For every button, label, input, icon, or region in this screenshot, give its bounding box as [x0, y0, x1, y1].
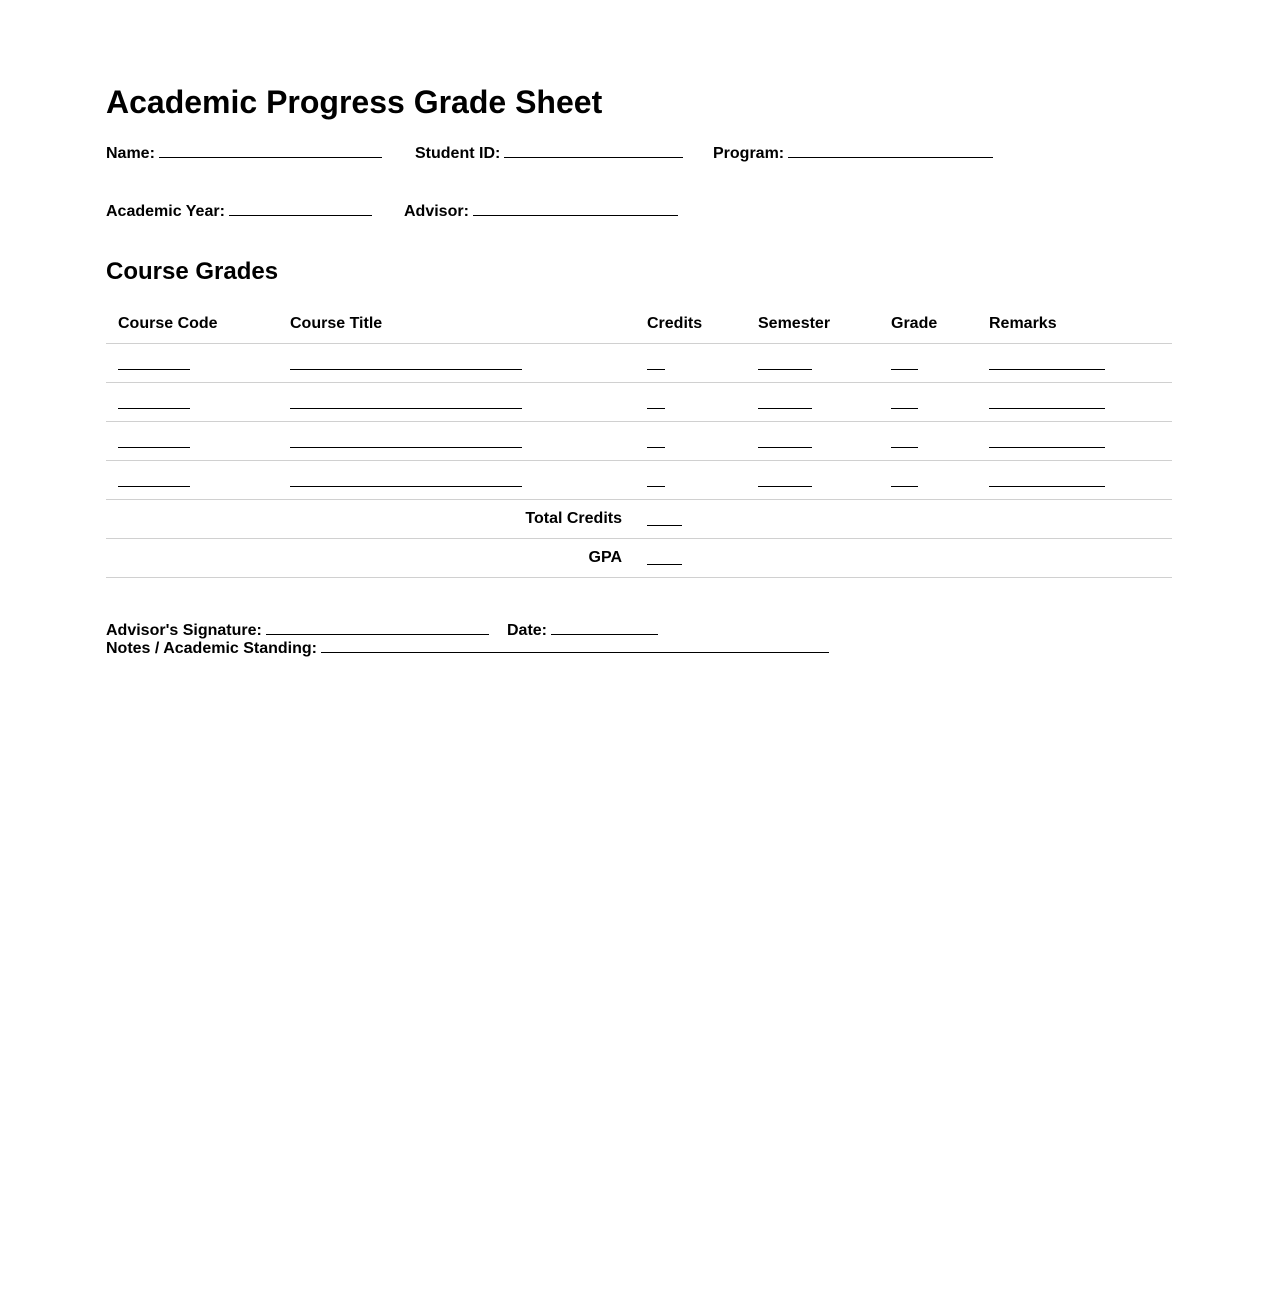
student-id-input[interactable]	[504, 142, 683, 158]
date-input[interactable]	[551, 619, 658, 635]
semester-input[interactable]	[758, 474, 812, 487]
course-code-input[interactable]	[118, 435, 190, 448]
advisor-signature-label: Advisor's Signature:	[106, 622, 262, 639]
header-semester: Semester	[746, 305, 879, 344]
notes-input[interactable]	[321, 637, 829, 653]
header-grade: Grade	[879, 305, 977, 344]
advisor-label: Advisor:	[404, 203, 469, 220]
program-label: Program:	[713, 145, 785, 162]
academic-year-field	[106, 200, 372, 221]
advisor-signature-input[interactable]	[266, 619, 489, 635]
course-code-input[interactable]	[118, 474, 190, 487]
page-title: Academic Progress Grade Sheet	[106, 84, 603, 120]
semester-input[interactable]	[758, 396, 812, 409]
gpa-input[interactable]	[647, 552, 682, 565]
table-row	[106, 422, 1172, 461]
gpa-row	[106, 539, 1172, 578]
course-title-input[interactable]	[290, 357, 522, 370]
course-title-input[interactable]	[290, 474, 522, 487]
student-id-label: Student ID:	[415, 145, 501, 162]
program-field	[713, 142, 993, 163]
remarks-input[interactable]	[989, 435, 1105, 448]
semester-input[interactable]	[758, 357, 812, 370]
grade-input[interactable]	[891, 474, 918, 487]
notes-label: Notes / Academic Standing:	[106, 640, 317, 657]
header-remarks: Remarks	[977, 305, 1172, 344]
date-label: Date:	[507, 622, 548, 639]
gpa-label: GPA	[106, 539, 635, 578]
remarks-input[interactable]	[989, 396, 1105, 409]
course-code-input[interactable]	[118, 396, 190, 409]
header-credits: Credits	[635, 305, 746, 344]
name-label: Name:	[106, 145, 155, 162]
student-id-field	[415, 142, 683, 163]
grade-input[interactable]	[891, 435, 918, 448]
total-credits-row	[106, 500, 1172, 539]
course-code-input[interactable]	[118, 357, 190, 370]
program-input[interactable]	[788, 142, 993, 158]
academic-year-label: Academic Year:	[106, 203, 225, 220]
advisor-field	[404, 200, 678, 221]
grade-input[interactable]	[891, 357, 918, 370]
total-credits-label: Total Credits	[106, 500, 635, 539]
course-title-input[interactable]	[290, 435, 522, 448]
semester-input[interactable]	[758, 435, 812, 448]
credits-input[interactable]	[647, 435, 665, 448]
header-course-code: Course Code	[106, 305, 278, 344]
section-title-course-grades: Course Grades	[106, 258, 279, 285]
academic-year-input[interactable]	[229, 200, 372, 216]
table-row	[106, 344, 1172, 383]
course-title-input[interactable]	[290, 396, 522, 409]
table-row	[106, 461, 1172, 500]
credits-input[interactable]	[647, 357, 665, 370]
credits-input[interactable]	[647, 474, 665, 487]
name-field	[106, 142, 382, 163]
remarks-input[interactable]	[989, 474, 1105, 487]
name-input[interactable]	[159, 142, 382, 158]
notes-field	[106, 637, 829, 658]
total-credits-input[interactable]	[647, 513, 682, 526]
credits-input[interactable]	[647, 396, 665, 409]
remarks-input[interactable]	[989, 357, 1105, 370]
advisor-input[interactable]	[473, 200, 678, 216]
course-grades-table	[106, 305, 1172, 578]
table-header-row	[106, 305, 1172, 344]
grade-input[interactable]	[891, 396, 918, 409]
table-row	[106, 383, 1172, 422]
header-course-title: Course Title	[278, 305, 635, 344]
